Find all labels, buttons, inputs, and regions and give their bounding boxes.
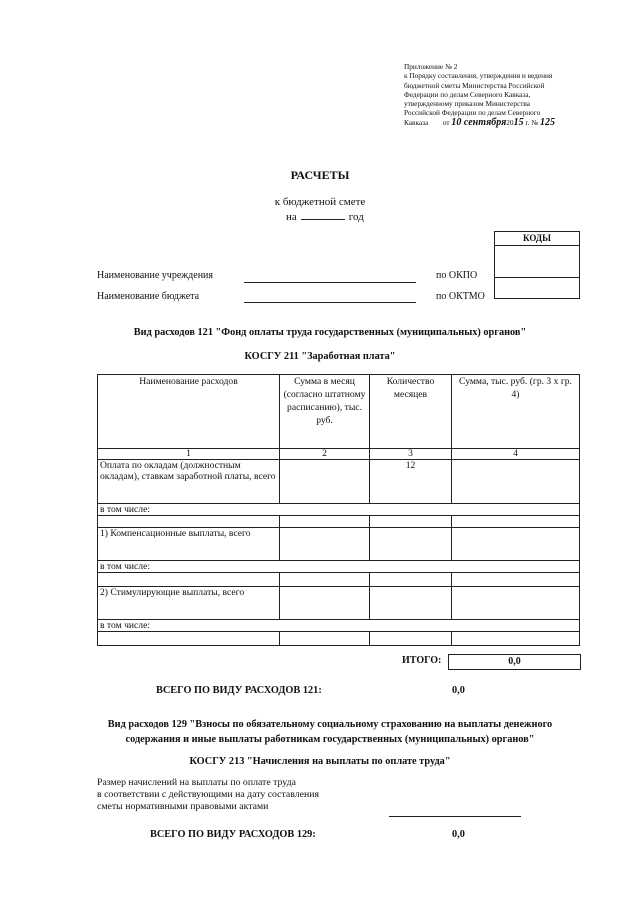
page-title: РАСЧЕТЫ xyxy=(290,168,350,182)
itogo-value: 0,0 xyxy=(448,654,581,670)
col-number: 1 xyxy=(98,449,280,460)
cell-monthly[interactable] xyxy=(280,632,370,646)
table-header-row xyxy=(98,375,580,449)
col-number: 3 xyxy=(370,449,452,460)
handwritten-number: 125 xyxy=(540,116,556,128)
expense-129-title-line1: Вид расходов 129 "Взносы по обязательному социальному страхованию на выплаты денежного xyxy=(107,719,553,730)
cell-monthly[interactable] xyxy=(280,587,370,620)
appendix-date-line xyxy=(404,118,594,127)
cell-sum[interactable] xyxy=(452,516,580,528)
appendix-year-prefix: 20 xyxy=(506,117,514,127)
row-name: в том числе: xyxy=(98,504,580,516)
org-label: Наименование учреждения xyxy=(97,270,214,281)
row-name[interactable] xyxy=(98,516,280,528)
budget-name-field[interactable] xyxy=(244,302,416,303)
col-number: 2 xyxy=(280,449,370,460)
appendix-line: Приложение № 2 xyxy=(404,62,458,71)
cell-months[interactable] xyxy=(370,573,452,587)
table-row xyxy=(98,504,580,516)
appendix-line: утвержденному приказом Министерства xyxy=(404,99,530,109)
cell-sum[interactable] xyxy=(452,587,580,620)
table-row xyxy=(98,460,580,504)
cell-monthly[interactable] xyxy=(280,516,370,528)
cell-sum[interactable] xyxy=(452,632,580,646)
col-header-months: Количество месяцев xyxy=(370,375,452,449)
total-121-label: ВСЕГО ПО ВИДУ РАСХОДОВ 121: xyxy=(156,685,322,696)
para-line: в соответствии с действующими на дату составления xyxy=(97,789,320,800)
okpo-label: по ОКПО xyxy=(436,270,478,281)
year-blank-field[interactable] xyxy=(301,209,345,220)
cell-months[interactable] xyxy=(370,528,452,561)
cell-sum[interactable] xyxy=(452,528,580,561)
table-row xyxy=(98,528,580,561)
cell-monthly[interactable] xyxy=(280,573,370,587)
row-name: в том числе: xyxy=(98,561,580,573)
table-row xyxy=(98,587,580,620)
row-name: 2) Стимулирующие выплаты, всего xyxy=(98,587,280,620)
total-121-value: 0,0 xyxy=(452,685,465,696)
total-129-label: ВСЕГО ПО ВИДУ РАСХОДОВ 129: xyxy=(150,829,316,840)
page-subtitle: к бюджетной смете xyxy=(274,196,366,208)
budget-label: Наименование бюджета xyxy=(97,291,200,302)
cell-months[interactable] xyxy=(370,632,452,646)
col-header-monthly: Сумма в месяц (согласно штатному расписанию), тыс. руб. xyxy=(280,375,370,449)
col-header-name: Наименование расходов xyxy=(98,375,280,449)
appendix-g-no: г. № xyxy=(525,117,539,127)
table-row xyxy=(98,516,580,528)
row-name: 1) Компенсационные выплаты, всего xyxy=(98,528,280,561)
cell-months[interactable] xyxy=(370,587,452,620)
para-line: Размер начислений на выплаты по оплате труда xyxy=(97,777,296,788)
appendix-line: Российской Федерации по делам Северного xyxy=(404,108,541,118)
expense-129-title-line2: содержания и иные выплаты работникам государственных (муниципальных) органов" xyxy=(125,734,535,745)
codes-header: КОДЫ xyxy=(495,232,579,246)
appendix-note xyxy=(404,62,594,127)
kosgu-213-title: КОСГУ 213 "Начисления на выплаты по оплате труда" xyxy=(189,756,451,767)
handwritten-year: 15 xyxy=(513,116,524,128)
appendix-last-prefix: Кавказа xyxy=(404,117,429,127)
year-line xyxy=(286,209,364,223)
col-number: 4 xyxy=(452,449,580,460)
para-line: сметы нормативными правовыми актами xyxy=(97,801,269,812)
table-row xyxy=(98,561,580,573)
accruals-rate-field[interactable] xyxy=(389,816,521,817)
row-name: Оплата по окладам (должностным окладам), ставкам заработной платы, всего xyxy=(98,460,280,504)
cell-monthly[interactable] xyxy=(280,460,370,504)
cell-sum[interactable] xyxy=(452,460,580,504)
expense-121-title: Вид расходов 121 "Фонд оплаты труда государственных (муниципальных) органов" xyxy=(133,327,527,338)
row-name[interactable] xyxy=(98,632,280,646)
accruals-paragraph xyxy=(97,777,319,813)
cell-sum[interactable] xyxy=(452,573,580,587)
okpo-code-cell[interactable] xyxy=(495,246,579,278)
table-row xyxy=(98,620,580,632)
codes-box xyxy=(494,231,580,299)
year-god: год xyxy=(348,211,364,223)
oktmo-label: по ОКТМО xyxy=(436,291,485,302)
appendix-line: к Порядку составления, утверждения и ведения xyxy=(404,71,553,81)
handwritten-date: 10 сентября xyxy=(451,116,507,128)
table-row xyxy=(98,573,580,587)
cell-months[interactable] xyxy=(370,516,452,528)
row-name: в том числе: xyxy=(98,620,580,632)
salary-table xyxy=(97,374,580,646)
cell-monthly[interactable] xyxy=(280,528,370,561)
itogo-label: ИТОГО: xyxy=(402,655,442,666)
year-na: на xyxy=(286,211,297,223)
row-name[interactable] xyxy=(98,573,280,587)
appendix-ot: от xyxy=(442,117,450,127)
col-header-sum: Сумма, тыс. руб. (гр. 3 х гр. 4) xyxy=(452,375,580,449)
org-name-field[interactable] xyxy=(244,282,416,283)
oktmo-code-cell[interactable] xyxy=(495,278,579,298)
table-number-row xyxy=(98,449,580,460)
table-row xyxy=(98,632,580,646)
kosgu-211-title: КОСГУ 211 "Заработная плата" xyxy=(244,351,396,362)
total-129-value: 0,0 xyxy=(452,829,465,840)
appendix-line: Федерации по делам Северного Кавказа, xyxy=(404,89,531,99)
appendix-line: бюджетной сметы Министерства Российской xyxy=(404,80,545,90)
cell-months[interactable]: 12 xyxy=(370,460,452,504)
